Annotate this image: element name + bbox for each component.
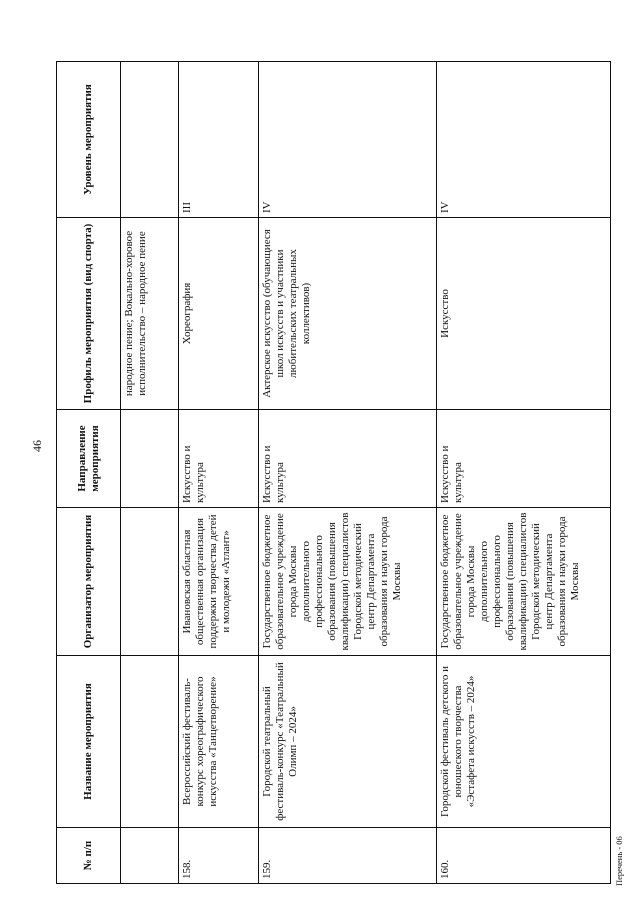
row-profile: Хореография <box>179 218 259 410</box>
row-name: Всероссийский фестиваль-конкурс хореографического искусства «Танцетворение» <box>179 656 259 828</box>
row-organizer: Ивановская областная общественная организация поддержки творчества детей и молодежи «Атлант» <box>179 508 259 656</box>
table-row <box>179 62 259 884</box>
row-organizer: Государственное бюджетное образовательное учреждение города Москвы дополнительного профессионального образования (повышения квалификации) специалистов Городской методический центр Департамента образования и науки города Москвы <box>259 508 437 656</box>
header-profile: Профиль мероприятия (вид спорта) <box>57 218 121 410</box>
page-number: 46 <box>30 440 44 452</box>
header-level: Уровень мероприятия <box>57 62 121 218</box>
row-name: Городской театральный фестиваль-конкурс «Театральный Олимп – 2024» <box>259 656 437 828</box>
header-direction: Направление мероприятия <box>57 410 121 508</box>
row-organizer: Государственное бюджетное образовательное учреждение города Москвы дополнительного профессионального образования (повышения квалификации) специалистов Городской методический центр Департамента образования и науки города Москвы <box>437 508 611 656</box>
row-profile: Искусство <box>437 218 611 410</box>
row-level: III <box>179 62 259 218</box>
row-num: 159. <box>259 828 437 884</box>
table-row <box>437 62 611 884</box>
row-name: Городской фестиваль детского и юношеского творчества «Эстафета искусств – 2024» <box>437 656 611 828</box>
rotated-page-content <box>56 62 610 884</box>
row-level: IV <box>259 62 437 218</box>
continuation-profile: народное пение; Вокально-хоровое исполнительство – народное пение <box>121 218 179 410</box>
header-num: № п/п <box>57 828 121 884</box>
table-row <box>259 62 437 884</box>
row-direction: Искусство и культура <box>437 410 611 508</box>
table-header-row <box>57 62 121 884</box>
header-name: Название мероприятия <box>57 656 121 828</box>
header-organizer: Организатор мероприятия <box>57 508 121 656</box>
table-row-continuation <box>121 62 179 884</box>
row-num: 160. <box>437 828 611 884</box>
row-profile: Актерское искусство (обучающиеся школ искусств и участники любительских театральных коллективов) <box>259 218 437 410</box>
row-direction: Искусство и культура <box>179 410 259 508</box>
row-level: IV <box>437 62 611 218</box>
footer-code: Перечень - 06 <box>614 836 624 886</box>
row-num: 158. <box>179 828 259 884</box>
row-direction: Искусство и культура <box>259 410 437 508</box>
events-table <box>56 61 611 884</box>
